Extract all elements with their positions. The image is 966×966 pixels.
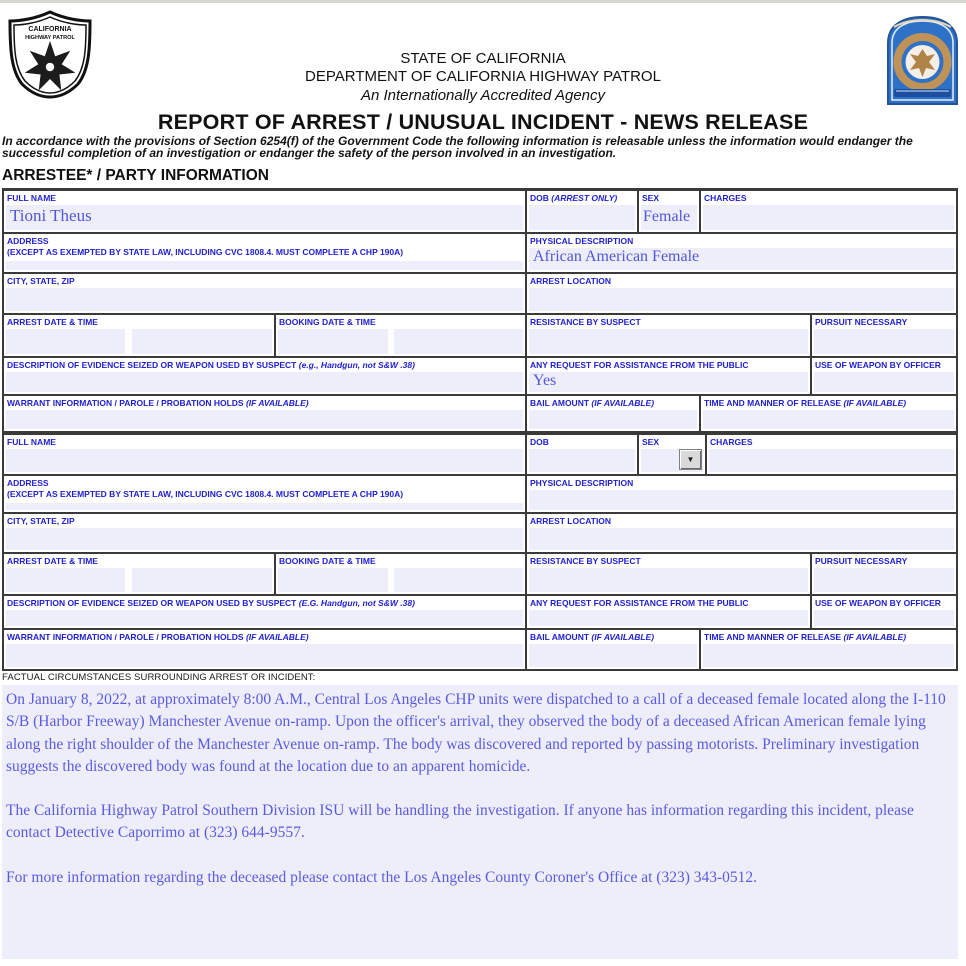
- narrative-paragraph-3: For more information regarding the deceased please contact the Los Angeles County Coroner's Office at (323) 343-0512.: [6, 868, 758, 886]
- header-department: DEPARTMENT OF CALIFORNIA HIGHWAY PATROL: [305, 68, 661, 85]
- field-city-state-zip-2: [4, 514, 527, 552]
- label-city-state-zip-1: CITY, STATE, ZIP: [7, 276, 75, 286]
- input-bail-2[interactable]: [529, 644, 697, 667]
- label-bail-2: BAIL AMOUNT: [530, 632, 590, 642]
- label-physical-description-1: PHYSICAL DESCRIPTION: [530, 236, 634, 246]
- field-physical-description-2: [527, 476, 956, 512]
- input-booking-date-1[interactable]: [278, 329, 388, 354]
- field-charges-1: [701, 191, 956, 232]
- input-release-1[interactable]: [703, 410, 954, 429]
- label-address-note-2: (EXCEPT AS EXEMPTED BY STATE LAW, INCLUDING CVC 1808.4. MUST COMPLETE A CHP 190A): [7, 488, 404, 499]
- input-arrest-time-1[interactable]: [132, 329, 272, 354]
- label-arrest-datetime-1: ARREST DATE & TIME: [7, 317, 98, 327]
- field-city-state-zip-1: [4, 274, 527, 313]
- arrestee-form-table: [2, 188, 958, 671]
- value-physical-description-1: African American Female: [533, 248, 700, 265]
- row-name-dob-sex-charges-1: [4, 191, 956, 234]
- field-full-name-2: [4, 435, 527, 474]
- header-accredited: An Internationally Accredited Agency: [360, 87, 606, 104]
- input-arrest-location-1[interactable]: [529, 288, 954, 311]
- dropdown-arrow-icon: ▼: [686, 455, 695, 464]
- row-address-physdesc-1: [4, 234, 956, 274]
- narrative-paragraph-1: On January 8, 2022, at approximately 8:00 A.M., Central Los Angeles CHP units were dispatched to a call of a deceased female located along the I-110 S/B (Harbor Freeway) Manchester Avenue on-ramp. Upon the officer's arrival, they observed the body of a deceased African American female lying along the right shoulder of the Manchester Avenue on-ramp. The body was discovered and reported by passing motorists. Preliminary investigation suggests the discovered body was found at the location due to an apparent homicide.: [6, 691, 946, 775]
- field-arrest-datetime-1: [4, 315, 276, 356]
- input-charges-1[interactable]: [703, 205, 954, 230]
- input-bail-1[interactable]: [529, 410, 697, 429]
- label-bail-note-1: (IF AVAILABLE): [591, 398, 655, 408]
- label-evidence-note-1: (e.g., Handgun, not S&W .38): [298, 360, 415, 370]
- label-dob-1: DOB: [530, 193, 549, 203]
- label-release-1: TIME AND MANNER OF RELEASE: [704, 398, 842, 408]
- field-dob-1: [527, 191, 639, 232]
- label-arrest-location-2: ARREST LOCATION: [530, 516, 612, 526]
- label-evidence-2: DESCRIPTION OF EVIDENCE SEIZED OR WEAPON USED BY SUSPECT: [7, 598, 297, 608]
- label-address-note-1: (EXCEPT AS EXEMPTED BY STATE LAW, INCLUDING CVC 1808.4. MUST COMPLETE A CHP 190A): [7, 246, 404, 257]
- badge-text-california: CALIFORNIA: [28, 26, 72, 33]
- value-assistance-1: Yes: [533, 372, 557, 389]
- label-warrant-1: WARRANT INFORMATION / PAROLE / PROBATION HOLDS: [7, 398, 244, 408]
- field-booking-datetime-1: [276, 315, 527, 356]
- field-release-2: [701, 630, 956, 669]
- disclaimer-text: In accordance with the provisions of Section 6254(f) of the Government Code the following information is releasable unless the information would endanger the successful completion of an investigation or endanger the safety of the person involved in an investigation.: [2, 134, 913, 160]
- label-address-2: ADDRESS: [7, 478, 49, 488]
- label-dob-2: DOB: [530, 437, 549, 447]
- label-bail-note-2: (IF AVAILABLE): [591, 632, 655, 642]
- input-pursuit-1[interactable]: [814, 329, 954, 354]
- field-arrest-location-1: [527, 274, 956, 313]
- field-bail-1: [527, 396, 701, 431]
- field-weapon-officer-2: [812, 596, 956, 628]
- input-dob-2[interactable]: [529, 449, 635, 472]
- field-arrest-datetime-2: [4, 554, 276, 594]
- field-dob-2: [527, 435, 639, 474]
- field-pursuit-2: [812, 554, 956, 594]
- input-assistance-1[interactable]: [529, 372, 808, 392]
- input-warrant-1[interactable]: [6, 410, 523, 429]
- label-booking-datetime-2: BOOKING DATE & TIME: [279, 556, 376, 566]
- factual-circumstances-textarea[interactable]: [2, 685, 958, 959]
- label-release-note-2: (IF AVAILABLE): [843, 632, 907, 642]
- row-name-dob-sex-charges-2: [4, 435, 956, 476]
- input-address-2[interactable]: [6, 503, 523, 510]
- row-warrant-bail-release-2: [4, 630, 956, 669]
- input-address-1[interactable]: [6, 261, 523, 270]
- field-evidence-2: [4, 596, 527, 628]
- input-weapon-officer-1[interactable]: [814, 372, 954, 392]
- input-resistance-2[interactable]: [529, 568, 808, 592]
- row-city-arrestloc-2: [4, 514, 956, 554]
- form-title: REPORT OF ARREST / UNUSUAL INCIDENT - NEWS RELEASE: [157, 110, 809, 134]
- input-warrant-2[interactable]: [6, 644, 523, 667]
- row-address-physdesc-2: [4, 476, 956, 514]
- field-physical-description-1: [527, 234, 956, 272]
- factual-circumstances-label: FACTUAL CIRCUMSTANCES SURROUNDING ARREST OR INCIDENT:: [2, 672, 316, 683]
- row-warrant-bail-release-1: [4, 396, 956, 435]
- label-address-1: ADDRESS: [7, 236, 49, 246]
- input-evidence-1[interactable]: [6, 372, 523, 392]
- label-release-2: TIME AND MANNER OF RELEASE: [704, 632, 842, 642]
- field-arrest-location-2: [527, 514, 956, 552]
- sex-dropdown-button[interactable]: [679, 449, 702, 470]
- input-arrest-date-2[interactable]: [6, 568, 125, 592]
- field-release-1: [701, 396, 956, 431]
- field-resistance-1: [527, 315, 812, 356]
- row-dates-resistance-pursuit-2: [4, 554, 956, 596]
- label-evidence-1: DESCRIPTION OF EVIDENCE SEIZED OR WEAPON USED BY SUSPECT: [7, 360, 297, 370]
- label-warrant-note-1: (IF AVAILABLE): [245, 398, 309, 408]
- form-header: [0, 50, 966, 134]
- label-physical-description-2: PHYSICAL DESCRIPTION: [530, 478, 634, 488]
- section-title-arrestee: ARRESTEE* / PARTY INFORMATION: [2, 167, 269, 184]
- label-evidence-note-2: (E.G. Handgun, not S&W .38): [298, 598, 415, 608]
- label-warrant-note-2: (IF AVAILABLE): [245, 632, 309, 642]
- label-assistance-1: ANY REQUEST FOR ASSISTANCE FROM THE PUBLIC: [530, 360, 749, 370]
- narrative-paragraph-2: The California Highway Patrol Southern Division ISU will be handling the investigation. If anyone has information regarding this incident, please contact Detective Caporrimo at (323) 644-9557.: [6, 802, 914, 842]
- label-bail-1: BAIL AMOUNT: [530, 398, 590, 408]
- input-arrest-time-2[interactable]: [132, 568, 272, 592]
- input-booking-time-1[interactable]: [394, 329, 523, 354]
- label-warrant-2: WARRANT INFORMATION / PAROLE / PROBATION HOLDS: [7, 632, 244, 642]
- field-full-name-1: [4, 191, 527, 232]
- label-pursuit-2: PURSUIT NECESSARY: [815, 556, 908, 566]
- label-dob-note-1: (ARREST ONLY): [551, 193, 618, 203]
- value-sex-1: Female: [643, 208, 691, 225]
- input-sex-1[interactable]: [641, 205, 697, 230]
- field-address-1: [4, 234, 527, 272]
- label-charges-2: CHARGES: [710, 437, 753, 447]
- label-arrest-location-1: ARREST LOCATION: [530, 276, 612, 286]
- input-arrest-date-1[interactable]: [6, 329, 125, 354]
- page-top-edge: [0, 0, 966, 3]
- label-arrest-datetime-2: ARREST DATE & TIME: [7, 556, 98, 566]
- row-city-arrestloc-1: [4, 274, 956, 315]
- field-address-2: [4, 476, 527, 512]
- header-state: STATE OF CALIFORNIA: [400, 50, 566, 67]
- field-booking-datetime-2: [276, 554, 527, 594]
- input-release-2[interactable]: [703, 644, 954, 667]
- field-assistance-1: [527, 358, 812, 394]
- label-charges-1: CHARGES: [704, 193, 747, 203]
- field-pursuit-1: [812, 315, 956, 356]
- input-assistance-2[interactable]: [529, 610, 808, 626]
- input-booking-date-2[interactable]: [278, 568, 388, 592]
- field-evidence-1: [4, 358, 527, 394]
- field-warrant-1: [4, 396, 527, 431]
- label-sex-1: SEX: [642, 193, 660, 203]
- label-resistance-2: RESISTANCE BY SUSPECT: [530, 556, 641, 566]
- field-sex-2: [639, 435, 707, 474]
- value-full-name-1: Tioni Theus: [10, 206, 92, 225]
- field-weapon-officer-1: [812, 358, 956, 394]
- input-city-state-zip-2[interactable]: [6, 528, 523, 550]
- label-booking-datetime-1: BOOKING DATE & TIME: [279, 317, 376, 327]
- input-dob-1[interactable]: [529, 205, 635, 230]
- row-evidence-assistance-weapon-1: [4, 358, 956, 396]
- input-pursuit-2[interactable]: [814, 568, 954, 592]
- input-physical-description-1[interactable]: [529, 248, 954, 270]
- label-full-name-1: FULL NAME: [7, 193, 56, 203]
- field-resistance-2: [527, 554, 812, 594]
- input-charges-2[interactable]: [709, 449, 954, 472]
- input-booking-time-2[interactable]: [394, 568, 523, 592]
- label-city-state-zip-2: CITY, STATE, ZIP: [7, 516, 75, 526]
- badge-text-highway-patrol: HIGHWAY PATROL: [25, 35, 75, 41]
- input-weapon-officer-2[interactable]: [814, 610, 954, 626]
- field-assistance-2: [527, 596, 812, 628]
- input-arrest-location-2[interactable]: [529, 528, 954, 550]
- input-resistance-1[interactable]: [529, 329, 808, 354]
- label-full-name-2: FULL NAME: [7, 437, 56, 447]
- label-weapon-officer-2: USE OF WEAPON BY OFFICER: [815, 598, 941, 608]
- field-charges-2: [707, 435, 956, 474]
- field-sex-1: [639, 191, 701, 232]
- input-city-state-zip-1[interactable]: [6, 288, 523, 311]
- field-warrant-2: [4, 630, 527, 669]
- input-physical-description-2[interactable]: [529, 490, 954, 510]
- row-evidence-assistance-weapon-2: [4, 596, 956, 630]
- input-full-name-2[interactable]: [6, 449, 523, 472]
- label-pursuit-1: PURSUIT NECESSARY: [815, 317, 908, 327]
- label-release-note-1: (IF AVAILABLE): [843, 398, 907, 408]
- row-dates-resistance-pursuit-1: [4, 315, 956, 358]
- label-assistance-2: ANY REQUEST FOR ASSISTANCE FROM THE PUBLIC: [530, 598, 749, 608]
- input-evidence-2[interactable]: [6, 610, 523, 626]
- label-sex-2: SEX: [642, 437, 660, 447]
- input-full-name-1[interactable]: [6, 205, 523, 230]
- field-bail-2: [527, 630, 701, 669]
- label-resistance-1: RESISTANCE BY SUSPECT: [530, 317, 641, 327]
- label-weapon-officer-1: USE OF WEAPON BY OFFICER: [815, 360, 941, 370]
